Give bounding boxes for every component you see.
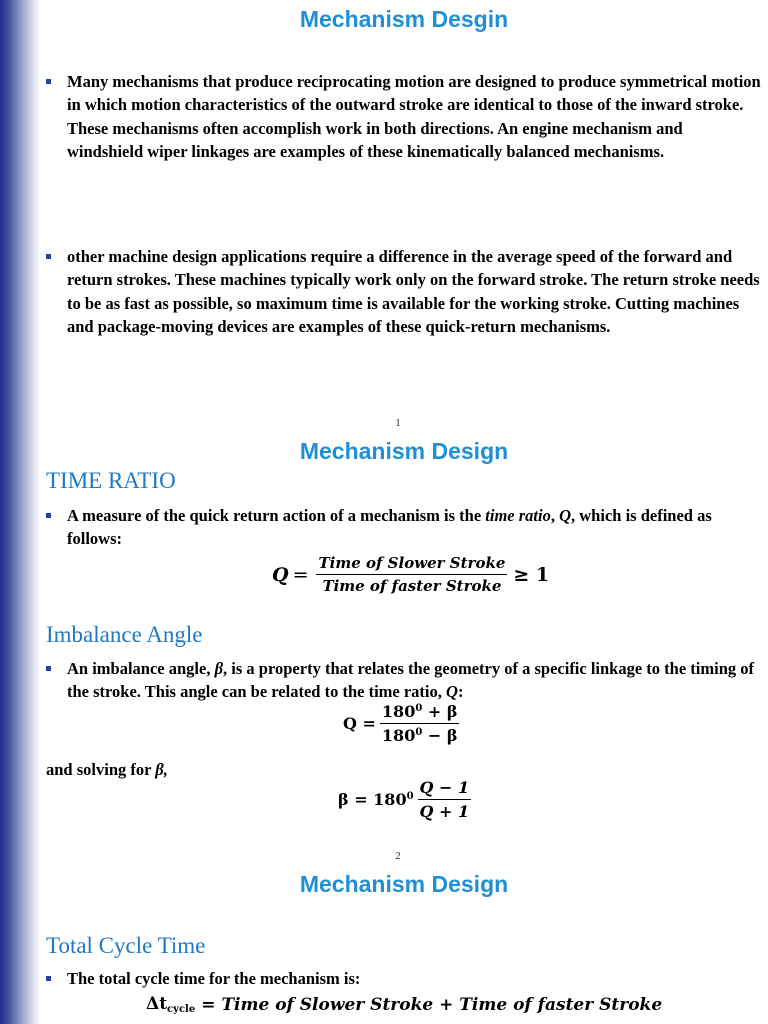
slide3-title: Mechanism Design bbox=[299, 871, 509, 897]
page-number-2: 2 bbox=[395, 850, 401, 862]
solving-text: and solving for β, bbox=[46, 760, 168, 779]
total-cycle-time-heading: Total Cycle Time bbox=[46, 933, 206, 958]
beta-equation: $\beta = 180^0$ $\frac{Q - 1}{Q + 1}$ bbox=[338, 778, 470, 821]
bullet-square-icon bbox=[46, 513, 51, 518]
imbalance-bullet bbox=[46, 657, 761, 704]
bullet-square-icon bbox=[46, 254, 51, 259]
slide2-title: Mechanism Design bbox=[299, 438, 509, 464]
time-ratio-heading: TIME RATIO bbox=[46, 468, 176, 493]
total-cycle-equation: $\Delta t_{cycle}$ = Time of Slower Stroke + Time of faster Stroke bbox=[146, 994, 663, 1015]
bullet-square-icon bbox=[46, 79, 51, 84]
bullet-text: A measure of the quick return action of a mechanism is the time ratio, Q, which is defined as follows: bbox=[67, 506, 712, 549]
page-number-1: 1 bbox=[395, 417, 401, 429]
time-ratio-equation: Q = $\frac{\text{Time of Slower Stroke}}{\text{Time of faster Stroke}}$ ≥ 1 bbox=[272, 554, 550, 595]
total-cycle-bullet bbox=[46, 967, 761, 990]
slide1-bullet-2 bbox=[46, 245, 761, 338]
slide1-bullet-1 bbox=[46, 70, 761, 163]
imbalance-angle-heading: Imbalance Angle bbox=[46, 622, 203, 647]
bullet-square-icon bbox=[46, 976, 51, 981]
imbalance-equation: Q = $\frac{180^0 + \beta}{180^0 - \beta}$ bbox=[343, 702, 458, 745]
slide1-title: Mechanism Desgin bbox=[299, 6, 509, 32]
bullet-text: An imbalance angle, β, is a property that relates the geometry of a specific linkage to the timing of the stroke. This angle can be related to the time ratio, Q: bbox=[67, 659, 755, 702]
bullet-text: other machine design applications require a difference in the average speed of the forward and return strokes. These machines typically work only on the forward stroke. The return stroke needs to be as fast as possible, so maximum time is available for the working stroke. Cutting machines and package-moving devices are examples of these quick-return mechanisms. bbox=[67, 247, 760, 336]
time-ratio-bullet bbox=[46, 504, 761, 551]
bullet-text: Many mechanisms that produce reciprocating motion are designed to produce symmetrical motion in which motion characteristics of the outward stroke are identical to those of the inward stroke. These mechanisms often accomplish work in both directions. An engine mechanism and windshield wiper linkages are examples of these kinematically balanced mechanisms. bbox=[67, 72, 761, 161]
bullet-square-icon bbox=[46, 666, 51, 671]
bullet-text: The total cycle time for the mechanism is: bbox=[67, 969, 361, 988]
